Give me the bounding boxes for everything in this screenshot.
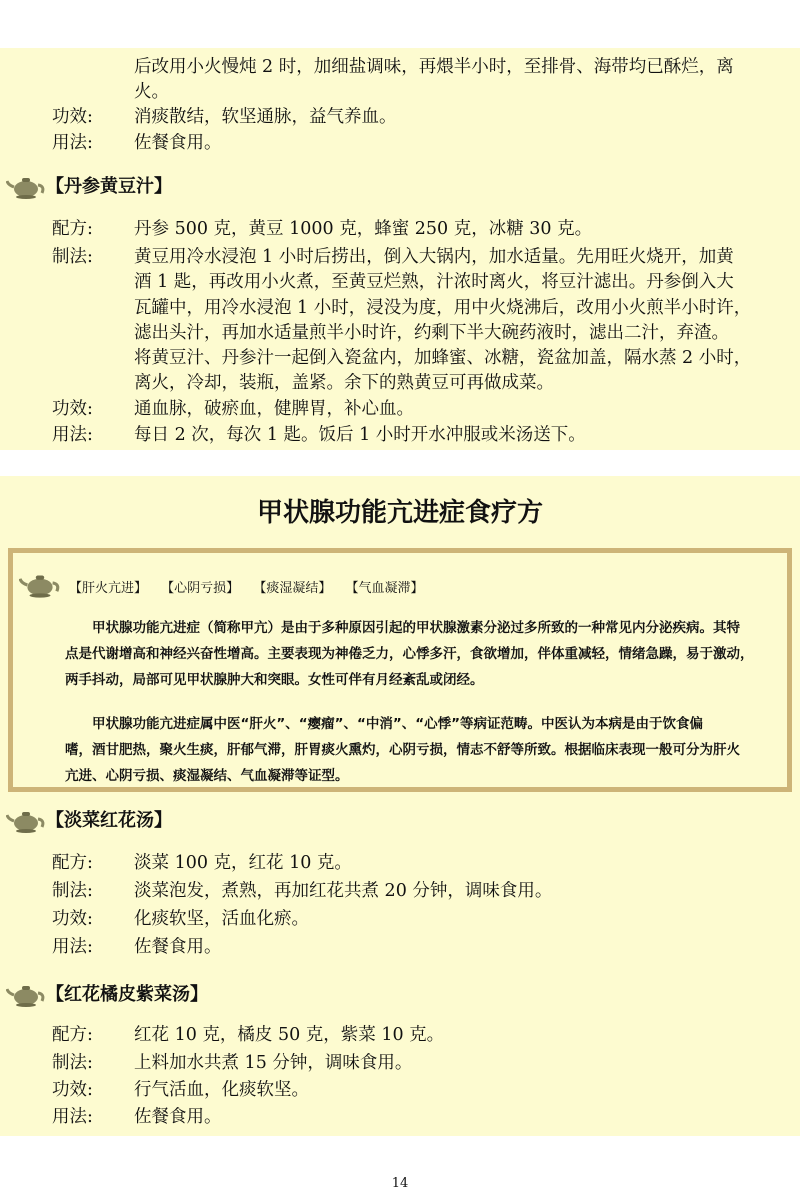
teapot-icon [6,808,46,834]
intro-paragraph-1 [65,615,791,693]
method-line: 离火，冷却，装瓶，盖紧。余下的熟黄豆可再做成菜。 [134,373,554,393]
method-line: 酒 1 匙，再改用小火煮，至黄豆烂熟，汁浓时离火，将豆汁滤出。丹参倒入大 [134,272,734,292]
recipe-title-text: 【丹参黄豆汁】 [46,176,172,197]
recipe-title-honghua [0,980,800,1010]
usage-text: 佐餐食用。 [134,937,222,957]
paragraph-line: 两手抖动，局部可见甲状腺肿大和突眼。女性可伴有月经紊乱或闭经。 [65,672,484,688]
paragraph-line: 亢进、心阴亏损、痰湿凝结、气血凝滞等证型。 [65,768,349,784]
usage-label: 用法: [52,1107,93,1127]
paragraph-line: 嗜，酒甘肥热，聚火生痰，肝郁气滞，肝胃痰火熏灼，心阴亏损，情志不舒等所致。根据临床表现一般可分为肝火 [65,742,740,758]
intro-paragraph-2 [65,711,791,789]
formula-text: 丹参 500 克，黄豆 1000 克，蜂蜜 250 克，冰糖 30 克。 [134,219,593,239]
usage-label: 用法: [52,937,93,957]
method-line: 火。 [134,82,169,102]
method-line: 黄豆用冷水浸泡 1 小时后捞出，倒入大锅内，加水适量。先用旺火烧开，加黄 [134,247,734,267]
effect-text: 化痰软坚，活血化瘀。 [134,909,309,929]
teapot-icon [6,174,46,200]
section-title: 甲状腺功能亢进症食疗方 [256,498,543,528]
recipe-title-text: 【淡菜红花汤】 [46,810,172,831]
tag-liver-fire[interactable]: 【肝火亢进】 [69,581,148,596]
formula-text: 淡菜 100 克，红花 10 克。 [134,853,352,873]
effect-text: 通血脉，破瘀血，健脾胃，补心血。 [134,399,414,419]
method-line: 滤出头汁，再加水适量煎半小时许，约剩下半大碗药液时，滤出二汁，弃渣。 [134,323,729,343]
formula-label: 配方: [52,1025,93,1045]
usage-label: 用法: [52,425,93,445]
paragraph-line: 甲状腺功能亢进症属中医“肝火”、“瘿瘤”、“中消”、“心悸”等病证范畴。中医认为本病是由于饮食偏 [65,716,703,732]
paragraph-line: 甲状腺功能亢进症（简称甲亢）是由于多种原因引起的甲状腺激素分泌过多所致的一种常见内分泌疾病。其特 [65,620,740,636]
teapot-icon [19,571,61,599]
usage-text: 每日 2 次，每次 1 匙。饭后 1 小时开水冲服或米汤送下。 [134,425,586,445]
syndrome-tags [69,577,433,596]
recipe-title-text: 【红花橘皮紫菜汤】 [46,984,208,1005]
method-label: 制法: [52,1053,93,1073]
effect-label: 功效: [52,399,93,419]
teapot-icon [6,982,46,1008]
recipe-title-danchai [0,806,800,836]
effect-label: 功效: [52,107,93,127]
method-line: 瓦罐中，用冷水浸泡 1 小时，浸没为度，用中火烧沸后，改用小火煎半小时许， [134,298,752,318]
effect-label: 功效: [52,1080,93,1100]
method-label: 制法: [52,881,93,901]
effect-text: 消痰散结，软坚通脉，益气养血。 [134,107,397,127]
tag-phlegm-damp[interactable]: 【痰湿凝结】 [253,581,332,596]
method-text: 淡菜泡发，煮熟，再加红花共煮 20 分钟，调味食用。 [134,881,553,901]
formula-label: 配方: [52,853,93,873]
formula-label: 配方: [52,219,93,239]
usage-text: 佐餐食用。 [134,133,222,153]
usage-label: 用法: [52,133,93,153]
paragraph-line: 点是代谢增高和神经兴奋性增高。主要表现为神倦乏力，心悸多汗，食欲增加，伴体重减轻，情绪急躁，易于激动， [65,646,754,662]
recipe-title-danshen [0,172,800,202]
page-number: 14 [391,1176,409,1191]
method-line: 将黄豆汁、丹参汁一起倒入瓷盆内，加蜂蜜、冰糖，瓷盆加盖，隔水蒸 2 小时， [134,348,752,368]
method-text: 上料加水共煮 15 分钟，调味食用。 [134,1053,413,1073]
formula-text: 红花 10 克，橘皮 50 克，紫菜 10 克。 [134,1025,445,1045]
intro-box [8,548,792,792]
tag-heart-yin[interactable]: 【心阴亏损】 [161,581,240,596]
usage-text: 佐餐食用。 [134,1107,222,1127]
effect-text: 行气活血，化痰软坚。 [134,1080,309,1100]
tag-qi-blood[interactable]: 【气血凝滞】 [345,581,424,596]
method-line: 后改用小火慢炖 2 时，加细盐调味，再煨半小时，至排骨、海带均已酥烂，离 [134,57,734,77]
method-label: 制法: [52,247,93,267]
effect-label: 功效: [52,909,93,929]
